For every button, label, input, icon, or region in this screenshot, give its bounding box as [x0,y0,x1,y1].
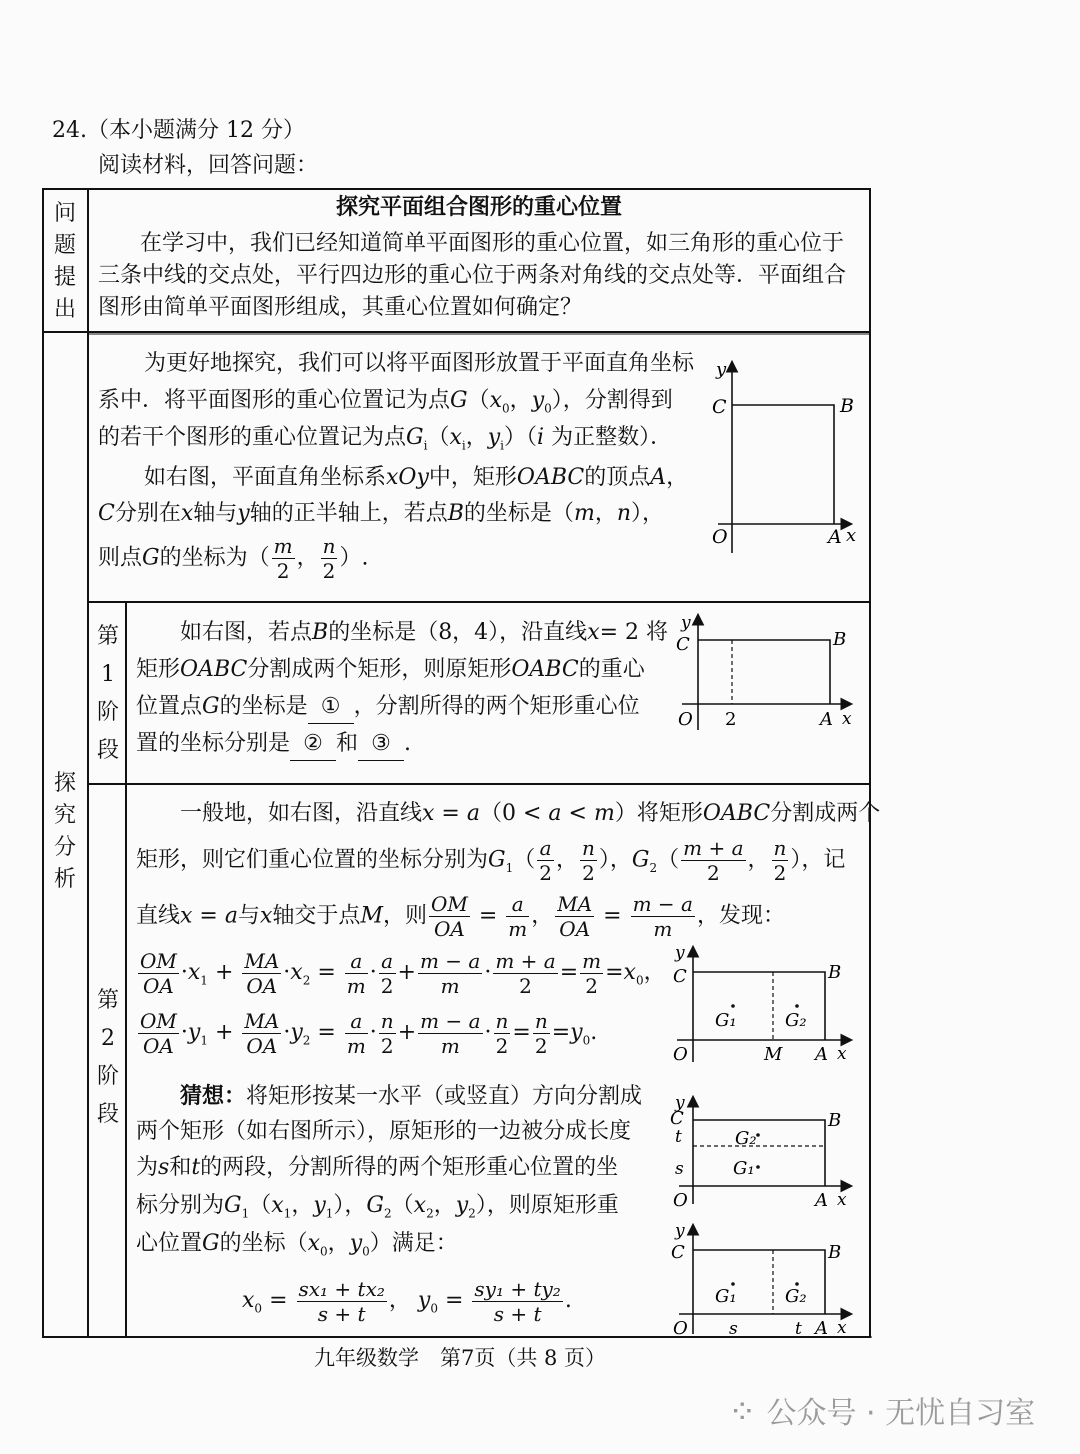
problem-line-2: 三条中线的交点处，平行四边形的重心位于两条对角线的交点处等．平面组合 [98,263,847,288]
intro-line-2: 系中．将平面图形的重心位置记为点$G(x_0$，$y_0$），分割得到 [98,388,673,416]
svg-text:C: C [670,1108,684,1129]
figure-horizontal-split [665,1090,865,1215]
svg-text:C: C [671,1242,685,1263]
svg-text:y: y [716,359,727,380]
guess-line-4: 标分别为$G_1(x_1$，$y_1$），$G_2(x_2$，$y_2$），则原矩形重 [136,1193,619,1221]
svg-text:t: t [795,1319,802,1338]
svg-text:y: y [675,1221,685,1241]
svg-text:A: A [820,709,833,730]
svg-text:G₁: G₁ [733,1158,755,1179]
stage1-line-1: 如右图，若点B的坐标是（8，4），沿直线x= 2 将 [180,620,669,645]
svg-text:B: B [840,395,854,417]
intro-line-4: 如右图，平面直角坐标系xOy中，矩形OABC的顶点A， [144,465,689,490]
wechat-icon: ⁘ [728,1392,757,1432]
figure-vertical-split [665,940,865,1070]
svg-text:A: A [815,1190,828,1211]
svg-text:x: x [837,1318,847,1338]
svg-text:M: M [764,1044,783,1065]
label-stage2: 第 2 阶 段 [96,988,119,1127]
svg-text:A: A [815,1318,828,1338]
centroid-formula: $x_0$ = $\frac{\text{sx₁ + tx₂}}{s + t}$ ， $y_0$ = $\frac{\text{sy₁ + ty₂}}{s + t}$ . [242,1276,572,1326]
svg-text:s: s [729,1319,738,1338]
problem-line-3: 图形由简单平面图形组成，其重心位置如何确定？ [98,295,583,320]
label-stage1: 第 1 阶 段 [96,624,119,763]
guess-line-1: 猜想：将矩形按某一水平（或竖直）方向分割成 [180,1083,643,1109]
svg-text:A: A [828,526,842,548]
intro-line-5: C分别在x轴与y轴的正半轴上，若点B的坐标是（m，n）， [98,501,665,526]
svg-text:x: x [837,1190,847,1210]
intro-line-6: 则点G的坐标为（ $\frac{m}{2}$ ， $\frac{n}{2}$ ）. [98,534,369,583]
score-note: （本小题满分 12 分） [87,118,305,143]
svg-text:x: x [842,709,852,729]
page-footer: 九年级数学 第7页（共 8 页） [313,1346,607,1370]
stage1-line-4: 置的坐标分别是 ② 和 ③ . [136,728,411,761]
svg-text:C: C [712,396,727,418]
svg-text:y: y [681,613,691,633]
intro-line-1: 为更好地探究，我们可以将平面图形放置于平面直角坐标 [144,351,695,376]
svg-text:2: 2 [725,709,737,730]
figure-vertical-split-st [665,1218,865,1338]
svg-text:B: B [828,1110,842,1131]
figure-rectangle-oabc [700,355,865,560]
svg-text:x: x [837,1044,847,1064]
svg-text:C: C [676,634,690,655]
svg-text:y: y [675,943,685,963]
svg-text:G₂: G₂ [785,1010,807,1031]
stage1-line-3: 位置点G的坐标是 ① ，分割所得的两个矩形重心位 [136,691,640,724]
blank-3[interactable]: ③ [358,728,404,761]
svg-text:B: B [828,962,842,983]
guess-line-3: 为s和t的两段，分割所得的两个矩形重心位置的坐 [136,1155,619,1180]
svg-text:O: O [673,1044,688,1065]
guess-line-2: 两个矩形（如右图所示），原矩形的一边被分成长度 [136,1119,632,1144]
blank-1[interactable]: ① [308,691,354,724]
svg-text:O: O [678,709,693,730]
stage2-line-2: 矩形，则它们重心位置的坐标分别为$G_1$（ $\frac{a}{2}$ ， $\frac{n}{2}$ ），$G_2$（ $\frac{m + a}{2}$ ， $\frac{n}{2}$ ），记 [136,836,846,885]
svg-text:G₂: G₂ [785,1286,807,1307]
label-problem: 问 题 提 出 [53,201,76,322]
svg-text:y: y [675,1093,685,1113]
svg-text:G₁: G₁ [715,1286,737,1307]
svg-text:C: C [673,966,687,987]
svg-text:B: B [828,1242,842,1263]
intro-line-3: 的若干个图形的重心位置记为点$G_i(x_i$，$y_i)(i$ 为正整数）． [98,425,673,453]
watermark [728,1388,1035,1432]
question-number: 24. [52,118,87,143]
svg-text:G₂: G₂ [735,1128,757,1149]
svg-text:x: x [846,525,857,546]
equation-y0: $\frac{OM}{OA}$ $\cdot y_1$ + $\frac{MA}{OA}$ $\cdot y_2$ = $\frac{a}{m}$ · $\frac{n}{2}$ + $\frac{m - a}{m}$ · $\frac{n}{2}$ = $\frac{n}{2}$ $=y_0$. [140,1008,598,1058]
label-analysis: 探 究 分 析 [53,771,76,892]
svg-text:B: B [833,629,847,650]
problem-line-1: 在学习中，我们已经知道简单平面图形的重心位置，如三角形的重心位于 [140,231,845,256]
svg-text:G₁: G₁ [715,1010,737,1031]
svg-text:O: O [673,1318,688,1338]
stage1-line-2: 矩形OABC分割成两个矩形，则原矩形OABC的重心 [136,657,645,682]
figure-stage1 [670,610,865,735]
svg-text:t: t [675,1127,682,1147]
stage2-line-1: 一般地，如右图，沿直线x = a（0 < a < m）将矩形OABC分割成两个 [180,801,881,826]
instruction: 阅读材料，回答问题： [98,153,319,178]
guess-line-5: 心位置G的坐标（$x_0$，$y_0$）满足： [136,1231,458,1259]
problem-title: 探究平面组合图形的重心位置 [335,194,622,220]
stage2-line-3: 直线x = a与x轴交于点M，则 $\frac{OM}{OA}$ = $\frac{a}{m}$ ， $\frac{MA}{OA}$ = $\frac{m - a}{m}$ ，发现： [136,892,785,941]
svg-text:A: A [815,1044,828,1065]
equation-x0: $\frac{OM}{OA}$ $\cdot x_1$ + $\frac{MA}{OA}$ $\cdot x_2$ = $\frac{a}{m}$ · $\frac{a}{2}$ + $\frac{m - a}{m}$ · $\frac{m + a}{2}$ = $\frac{m}{2}$ $=x_0$， [140,948,666,998]
svg-text:O: O [673,1190,688,1211]
svg-text:O: O [712,526,728,548]
watermark-text: 公众号 · 无忧自习室 [766,1396,1036,1431]
blank-2[interactable]: ② [290,728,336,761]
svg-text:s: s [675,1159,684,1179]
